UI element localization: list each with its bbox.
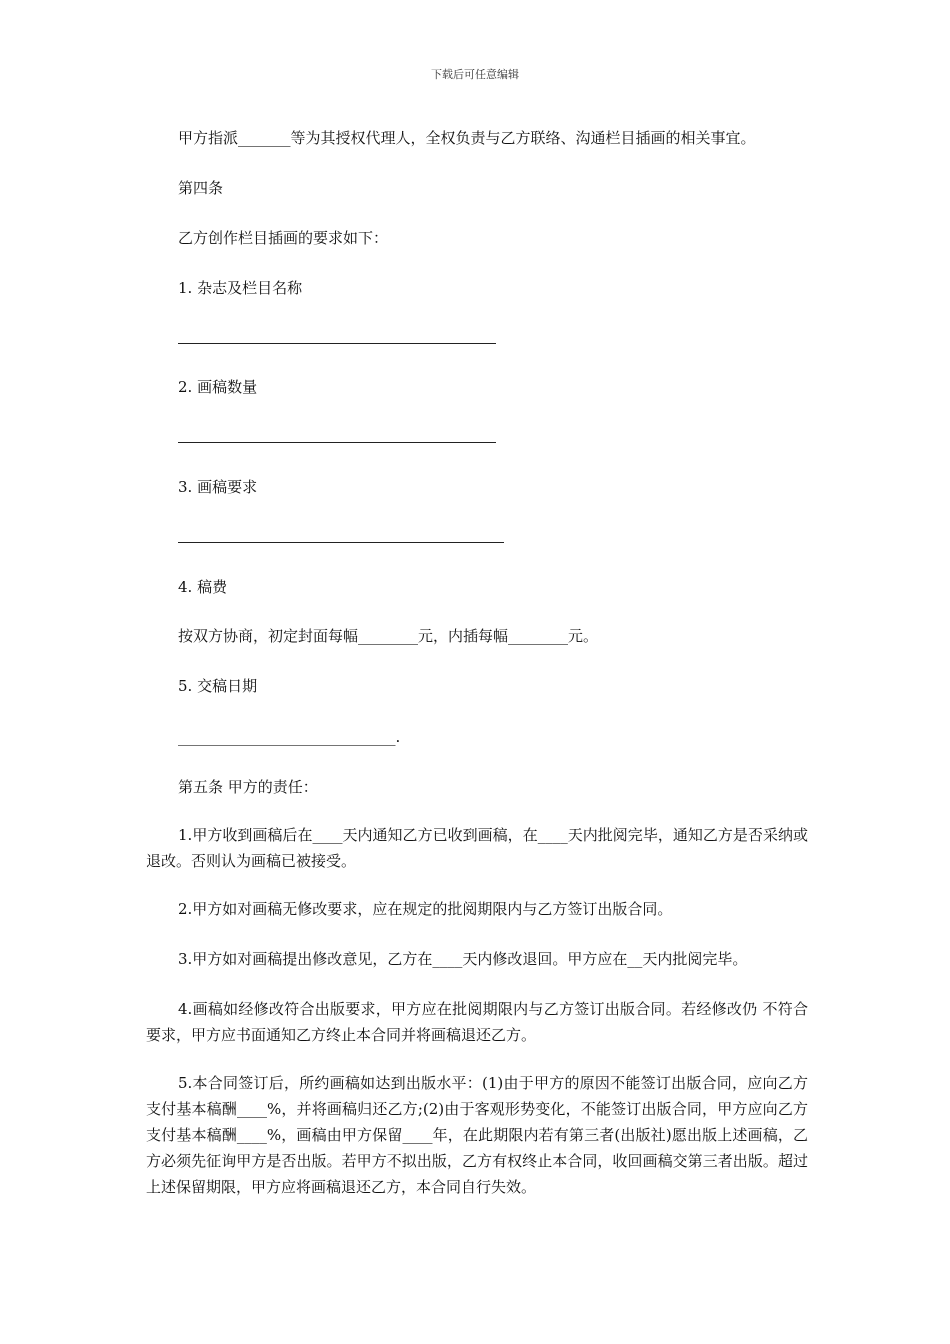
clause-1: 1.甲方收到画稿后在____天内通知乙方已收到画稿，在____天内批阅完毕，通知乙方是否采纳或退改。否则认为画稿已被接受。: [146, 826, 808, 870]
clause-3: 3.甲方如对画稿提出修改意见，乙方在____天内修改退回。甲方应在__天内批阅完毕。: [178, 950, 748, 968]
item-fee: 4. 稿费: [178, 578, 228, 596]
clause-5: 5.本合同签订后，所约画稿如达到出版水平：(1)由于甲方的原因不能签订出版合同，应向乙方支付基本稿酬____%，并将画稿归还乙方;(2)由于客观形势变化，不能签订出版合同，甲方应向乙方支付基本稿酬____%，画稿由甲方保留____年，在此期限内若有第三者(出版社)愿出版上述画稿，乙方必须先征询甲方是否出版。若甲方不拟出版，乙方有权终止本合同，收回画稿交第三者出版。超过上述保留期限，甲方应将画稿退还乙方，本合同自行失效。: [146, 1074, 808, 1196]
clause-4: 4.画稿如经修改符合出版要求，甲方应在批阅期限内与乙方签订出版合同。若经修改仍 不符合要求，甲方应书面通知乙方终止本合同并将画稿退还乙方。: [146, 1000, 808, 1044]
clause-2: 2.甲方如对画稿无修改要求，应在规定的批阅期限内与乙方签订出版合同。: [178, 900, 673, 918]
article-five-heading: 第五条 甲方的责任：: [178, 778, 318, 796]
blank-line-draft-requirements: [178, 542, 504, 543]
item-draft-quantity: 2. 画稿数量: [178, 378, 258, 396]
fee-text: 按双方协商，初定封面每幅________元，内插每幅________元。: [178, 627, 599, 645]
agent-paragraph: 甲方指派_______等为其授权代理人，全权负责与乙方联络、沟通栏目插画的相关事宜。: [178, 129, 756, 147]
blank-line-delivery-date: _____________________________.: [178, 728, 401, 746]
page-header: 下载后可任意编辑: [431, 68, 519, 81]
item-delivery-date: 5. 交稿日期: [178, 677, 258, 695]
article-four-heading: 第四条: [178, 179, 224, 197]
item-draft-requirements: 3. 画稿要求: [178, 478, 258, 496]
blank-line-magazine-name: [178, 343, 496, 344]
item-magazine-column-name: 1. 杂志及栏目名称: [178, 279, 303, 297]
requirements-intro: 乙方创作栏目插画的要求如下：: [178, 229, 389, 247]
blank-line-draft-quantity: [178, 442, 496, 443]
